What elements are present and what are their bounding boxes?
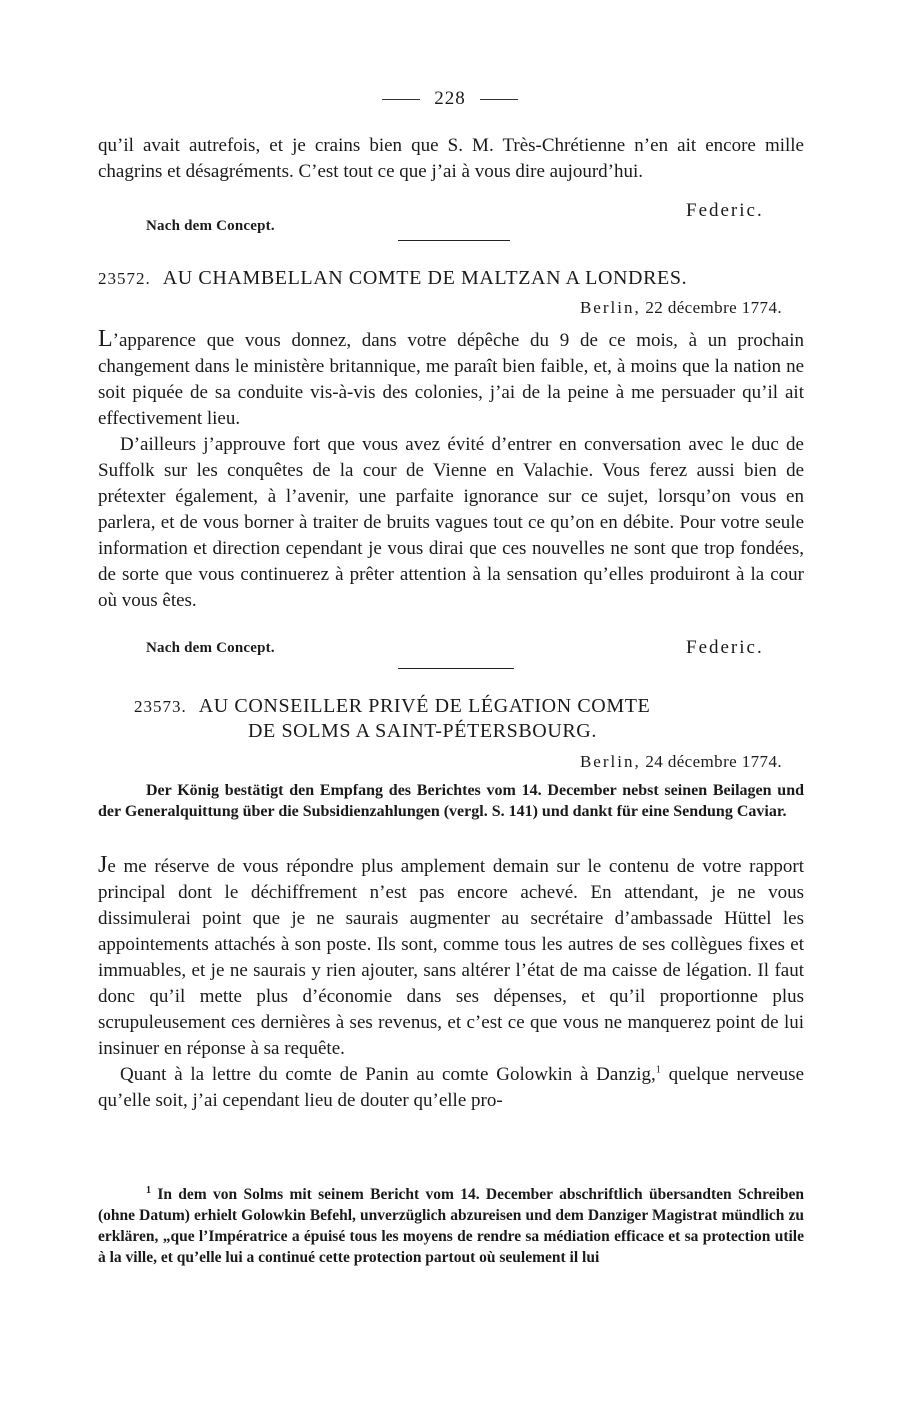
- source-note: Nach dem Concept.: [146, 640, 275, 656]
- date: 22 décembre 1774.: [645, 298, 782, 317]
- letter-23573-summary-block: [98, 780, 804, 822]
- footnote-block: [98, 1184, 804, 1268]
- footnote: [98, 1184, 804, 1268]
- paragraph: [98, 1062, 804, 1114]
- footnote-reference[interactable]: 1: [655, 1064, 661, 1076]
- letter-23573-heading: [134, 694, 794, 744]
- footnote-mark: 1: [146, 1184, 151, 1196]
- paragraph-text: quelque nerveuse qu’elle soit, j’ai cependant lieu de douter qu’elle pro-: [98, 1064, 805, 1111]
- source-note: Nach dem Concept.: [146, 218, 275, 234]
- paragraph-text: ’apparence que vous donnez, dans votre dépêche du 9 de ce mois, à un prochain changement dans le ministère britannique, me paraît bien faible, et, à moins que la nation ne soit piquée de sa conduite vis-à-vis des colonies, j’ai de la peine à me persuader qu’il ait effectivement lieu.: [98, 330, 804, 429]
- date: 24 décembre 1774.: [645, 752, 782, 771]
- initial-letter: L: [98, 326, 113, 352]
- section-divider: [398, 240, 510, 241]
- letter-23572-body: [98, 326, 804, 614]
- footnote-text: In dem von Solms mit seinem Bericht vom 14. December abschriftlich übersandten Schreiben (ohne Datum) erhielt Golowkin Befehl, unverzüglich abzureisen und dem Danziger Magistrat mündlich zu erklären, „que l’Impératrice a épuisé tous les moyens de rendre sa médiation efficace et sa protection utile à la ville, et qu’elle lui a continué cette protection partout où seulement il lui: [98, 1186, 804, 1266]
- paragraph: [98, 326, 804, 432]
- date-place: Berlin,: [579, 752, 641, 771]
- continuation-paragraph: qu’il avait autrefois, et je crains bien que S. M. Très-Chrétienne n’en ait encore mille chagrins et désagréments. C’est tout ce que j’ai à vous dire aujourd’hui.: [98, 135, 804, 182]
- letter-heading-line-1: AU CONSEILLER PRIVÉ DE LÉGATION COMTE: [198, 695, 651, 717]
- signature: Federic.: [686, 200, 764, 221]
- letter-heading-line-2: DE SOLMS A SAINT-PÉTERSBOURG.: [248, 720, 597, 742]
- summary-note: Der König bestätigt den Empfang des Berichtes vom 14. December nebst seinen Beilagen und der Generalquittung über die Subsidienzahlungen (vergl. S. 141) und dankt für eine Sendung Caviar.: [98, 782, 804, 820]
- page-number: 228: [434, 88, 466, 109]
- signature: Federic.: [686, 637, 764, 658]
- letter-number: 23573.: [134, 697, 187, 716]
- letter-number: 23572.: [98, 269, 151, 288]
- paragraph-text: Quant à la lettre du comte de Panin au comte Golowkin à Danzig,: [120, 1064, 656, 1085]
- letter-23573-dateline: [580, 752, 782, 772]
- paragraph: [98, 852, 804, 1062]
- page-header: [0, 88, 900, 110]
- paragraph: D’ailleurs j’approuve fort que vous avez évité d’entrer en conversation avec le duc de Suffolk sur les conquêtes de la cour de Vienne en Valachie. Vous ferez aussi bien de prétexter également, à l’avenir, une parfaite ignorance sur ce sujet, lorsqu’on vous en parlera, et de vous borner à traiter de bruits vagues tout ce qu’on en débite. Pour votre seule information et direction cependant je vous dirai que ces nouvelles ne sont que trop fondées, de sorte que vous continuerez à prêter attention à la sensation qu’elles produiront à la cour où vous êtes.: [98, 434, 804, 611]
- letter-23573-body: [98, 852, 804, 1114]
- letter-23572-heading: [98, 266, 804, 291]
- letter-23572-dateline: [580, 298, 782, 318]
- continuation-block: [98, 133, 804, 185]
- header-rule-left: [382, 99, 420, 100]
- letter-heading: AU CHAMBELLAN COMTE DE MALTZAN A LONDRES.: [162, 267, 688, 289]
- initial-letter: J: [98, 852, 108, 878]
- section-divider: [398, 668, 514, 669]
- paragraph-text: e me réserve de vous répondre plus amplement demain sur le contenu de votre rapport principal dont le déchiffrement n’est pas encore achevé. En attendant, je ne vous dissimulerai point que je ne saurais augmenter au secrétaire d’ambassade Hüttel les appointements attachés à son poste. Ils sont, comme tous les autres de ses collègues fixes et immuables, et je ne saurais y rien ajouter, sans altérer l’état de ma caisse de légation. Il faut donc qu’il mette plus d’économie dans ses dépenses, et qu’il proportionne plus scrupuleusement ces dernières à ses revenus, et c’est ce que vous ne manquerez point de lui insinuer en réponse à sa requête.: [98, 856, 804, 1059]
- date-place: Berlin,: [579, 298, 641, 317]
- header-rule-right: [480, 99, 518, 100]
